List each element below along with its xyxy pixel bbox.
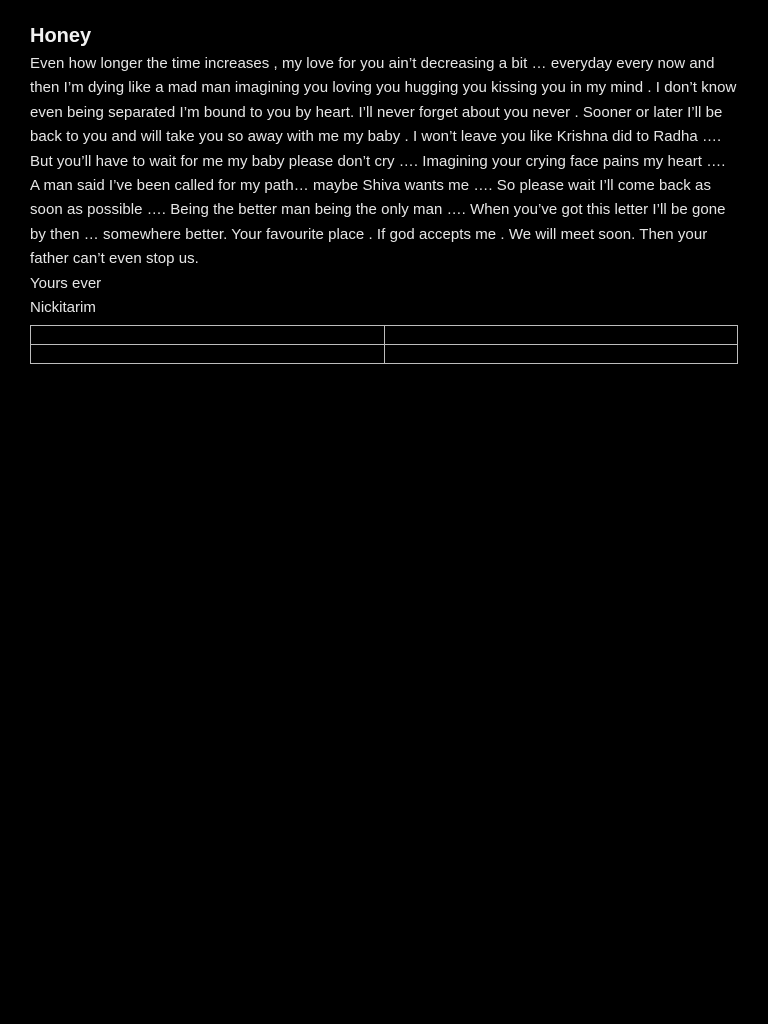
table-cell[interactable]: [31, 345, 385, 364]
table-row: [31, 345, 738, 364]
table-cell[interactable]: [384, 326, 738, 345]
note-signature: Nickitarim: [30, 299, 96, 317]
empty-table[interactable]: [30, 325, 738, 364]
table-cell[interactable]: [384, 345, 738, 364]
table-row: [31, 326, 738, 345]
note-closing: Yours ever: [30, 274, 102, 292]
note-title: Honey: [30, 25, 92, 47]
note-body: Even how longer the time increases , my love for you ain’t decreasing a bit … everyday every now and then I’m dying like a mad man imagining you loving you hugging you kissing you in my mind . I don’t know even being separated I’m bound to you by heart. I’ll never forget about you never . Sooner or later I’ll be back to you and will take you so away with me my baby . I won’t leave you like Krishna did to Radha …. But you’ll have to wait for me my baby please don’t cry …. Imagining your crying face pains my heart …. A man said I’ve been called for my path… maybe Shiva wants me …. So please wait I’ll come back as soon as possible …. Being the better man being the only man …. When you’ve got this letter I’ll be gone by then … somewhere better. Your favourite place . If god accepts me . We will meet soon. Then your father can’t even stop us.: [30, 55, 737, 268]
table-cell[interactable]: [31, 326, 385, 345]
